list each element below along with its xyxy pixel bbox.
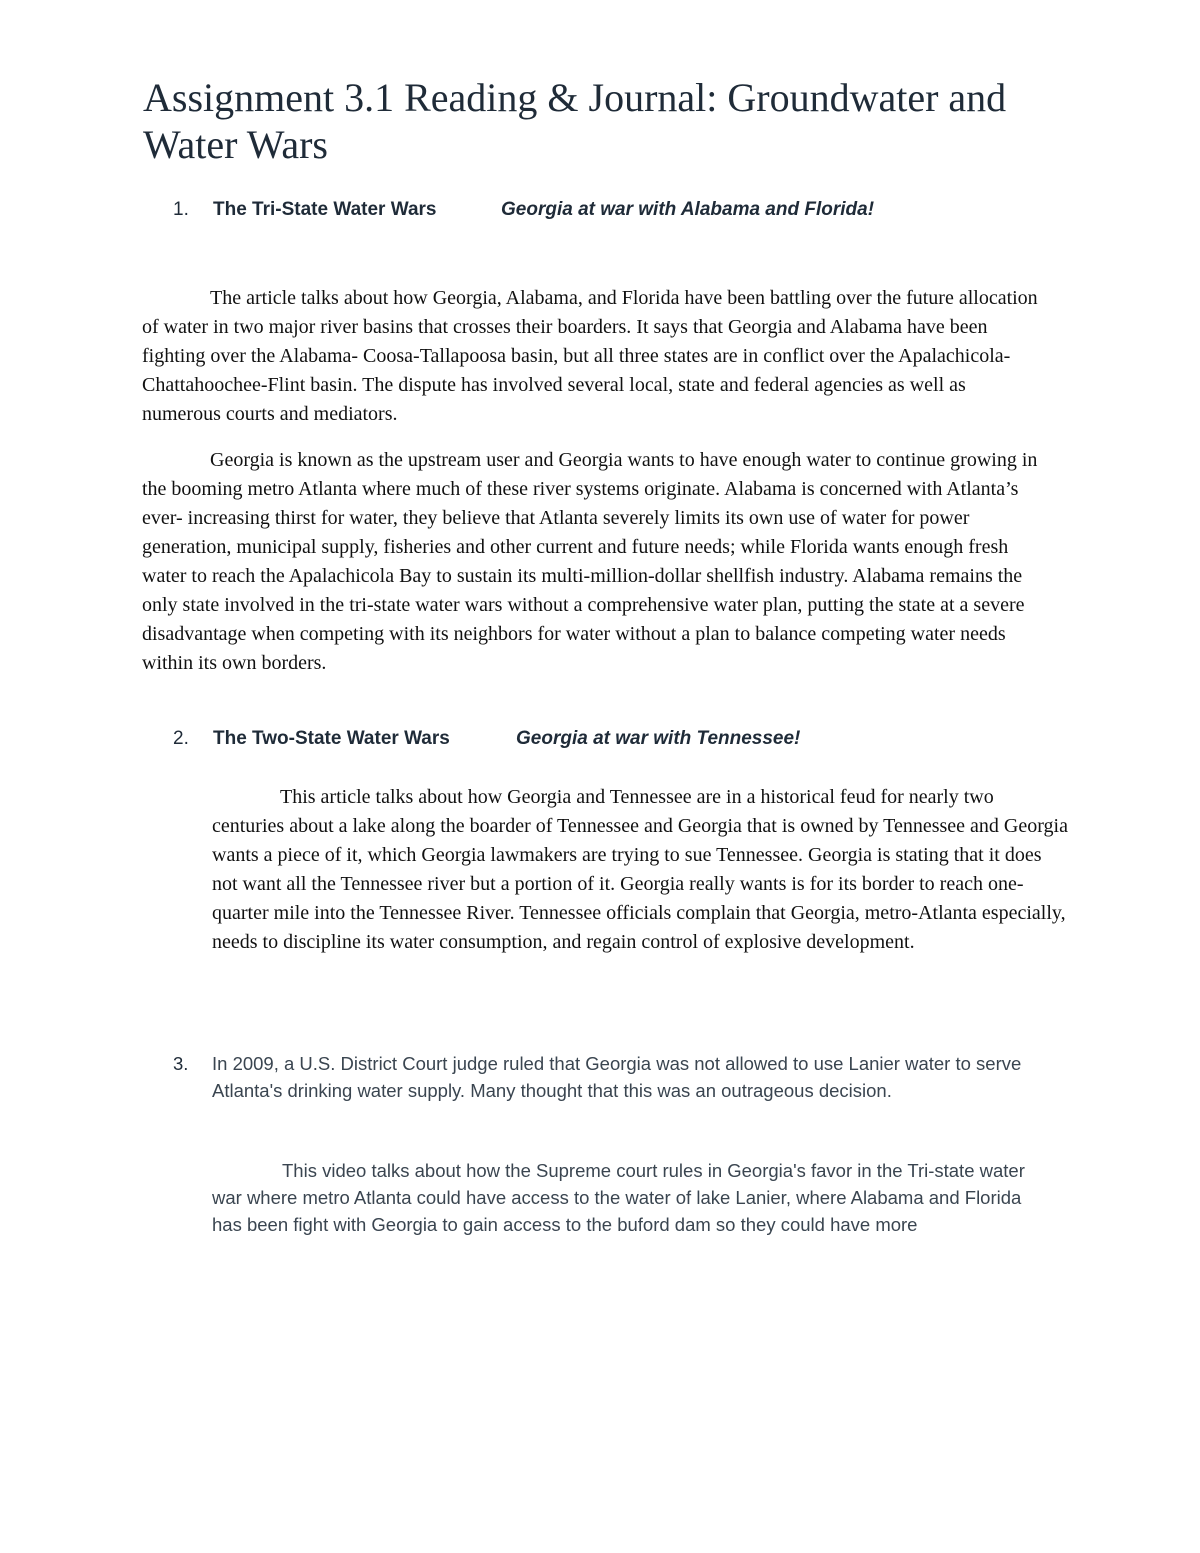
section-2-subtitle: Georgia at war with Tennessee!: [516, 728, 801, 749]
section-3-prompt: In 2009, a U.S. District Court judge ruled that Georgia was not allowed to use Lanier water to serve Atlanta's drinking water supply. Many thought that this was an outrageous decision.: [212, 1053, 1022, 1101]
section-1-number: 1.: [173, 199, 189, 220]
section-3-number: 3.: [173, 1053, 189, 1074]
section-1-paragraph-2: Georgia is known as the upstream user and Georgia wants to have enough water to continue growing in the booming metro Atlanta where much of these river systems originate. Alabama is concerned with Atlanta’s ever- increasing thirst for water, they believe that Atlanta severely limits its own use of water for power generation, municipal supply, fisheries and other current and future needs; while Florida wants enough fresh water to reach the Apalachicola Bay to sustain its multi-million-dollar shellfish industry. Alabama remains the only state involved in the tri-state water wars without a comprehensive water plan, putting the state at a severe disadvantage when competing with its neighbors for water without a plan to balance competing water needs within its own borders.: [142, 449, 1038, 674]
section-3-paragraph-1: This video talks about how the Supreme court rules in Georgia's favor in the Tri-state water war where metro Atlanta could have access to the water of lake Lanier, where Alabama and Florida has been fight with Georgia to gain access to the buford dam so they could have more: [212, 1160, 1025, 1235]
section-1-title: The Tri-State Water Wars: [213, 199, 437, 220]
section-2-paragraph-1: This article talks about how Georgia and Tennessee are in a historical feud for nearly two centuries about a lake along the boarder of Tennessee and Georgia that is owned by Tennessee and Georgia wants a piece of it, which Georgia lawmakers are trying to sue Tennessee. Georgia is stating that it does not want all the Tennessee river but a portion of it. Georgia really wants is for its border to reach one-quarter mile into the Tennessee River. Tennessee officials complain that Georgia, metro-Atlanta especially, needs to discipline its water consumption, and regain control of explosive development.: [212, 786, 1068, 953]
section-1-subtitle: Georgia at war with Alabama and Florida!: [501, 199, 875, 220]
section-2-title: The Two-State Water Wars: [213, 728, 450, 749]
document-title: Assignment 3.1 Reading & Journal: Groundwater and Water Wars: [143, 75, 1007, 167]
section-2-number: 2.: [173, 728, 189, 749]
section-1-paragraph-1: The article talks about how Georgia, Alabama, and Florida have been battling over the future allocation of water in two major river basins that crosses their boarders. It says that Georgia and Alabama have been fighting over the Alabama- Coosa-Tallapoosa basin, but all three states are in conflict over the Apalachicola-Chattahoochee-Flint basin. The dispute has involved several local, state and federal agencies as well as numerous courts and mediators.: [142, 287, 1038, 425]
